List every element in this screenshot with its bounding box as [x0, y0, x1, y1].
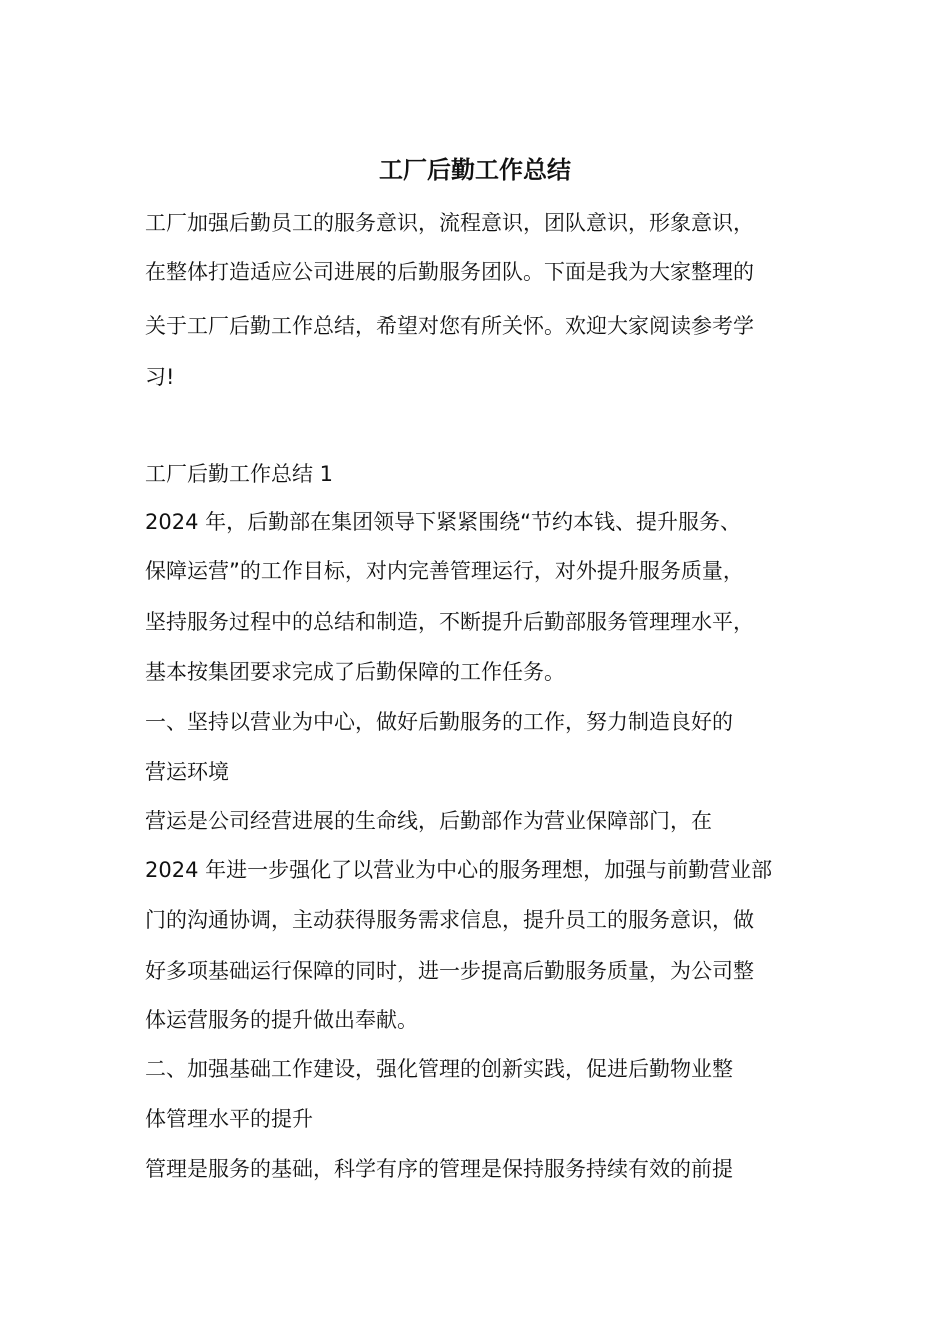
text-line-8: 基本按集团要求完成了后勤保障的工作任务。	[145, 660, 565, 684]
text-line-2: 在整体打造适应公司进展的后勤服务团队。下面是我为大家整理的	[145, 260, 754, 284]
subheading-1-line-1: 一、坚持以营业为中心，做好后勤服务的工作，努力制造良好的	[145, 710, 733, 734]
text-line-10: 2024 年进一步强化了以营业为中心的服务理想，加强与前勤营业部	[145, 858, 773, 882]
text-line-4: 习!	[145, 365, 175, 389]
subheading-2-line-2: 体管理水平的提升	[145, 1107, 313, 1131]
text-line-9: 营运是公司经营进展的生命线，后勤部作为营业保障部门，在	[145, 809, 712, 833]
document-title: 工厂后勤工作总结	[379, 156, 571, 184]
text-line-14: 管理是服务的基础，科学有序的管理是保持服务持续有效的前提	[145, 1157, 733, 1181]
text-line-5: 2024 年，后勤部在集团领导下紧紧围绕“节约本钱、提升服务、	[145, 510, 741, 534]
section-heading-1: 工厂后勤工作总结 1	[145, 462, 334, 486]
text-line-3: 关于工厂后勤工作总结，希望对您有所关怀。欢迎大家阅读参考学	[145, 314, 754, 338]
text-line-1: 工厂加强后勤员工的服务意识，流程意识，团队意识，形象意识，	[145, 211, 754, 235]
text-line-11: 门的沟通协调，主动获得服务需求信息，提升员工的服务意识，做	[145, 908, 754, 932]
text-line-12: 好多项基础运行保障的同时，进一步提高后勤服务质量，为公司整	[145, 959, 754, 983]
text-line-6: 保障运营”的工作目标，对内完善管理运行，对外提升服务质量，	[145, 559, 744, 583]
text-line-7: 坚持服务过程中的总结和制造，不断提升后勤部服务管理理水平，	[145, 610, 754, 634]
subheading-1-line-2: 营运环境	[145, 760, 229, 784]
subheading-2-line-1: 二、加强基础工作建设，强化管理的创新实践，促进后勤物业整	[145, 1057, 733, 1081]
text-line-13: 体运营服务的提升做出奉献。	[145, 1008, 418, 1032]
